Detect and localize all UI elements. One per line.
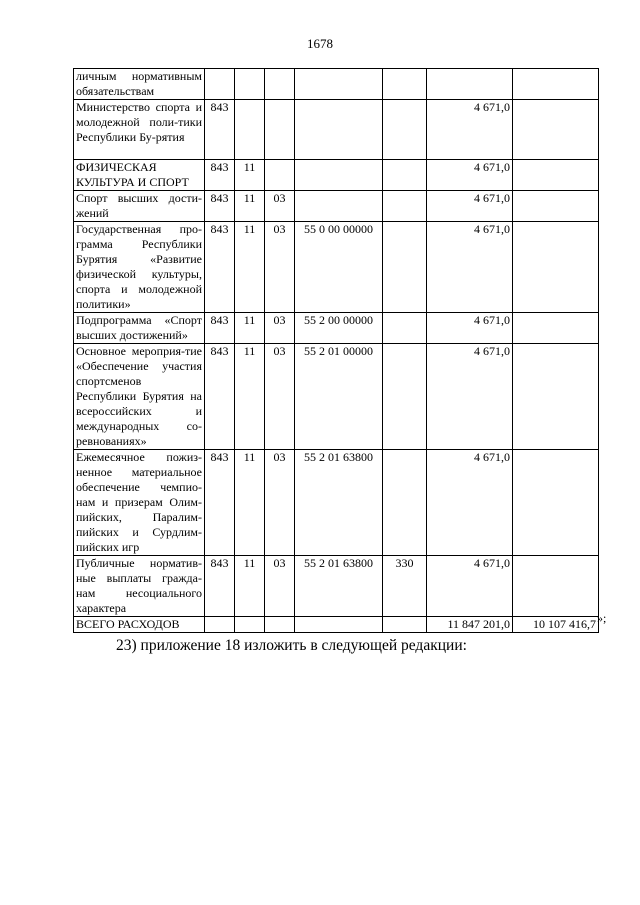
cell-name: личным нормативным обязательствам <box>74 69 205 100</box>
cell-rz: 11 <box>235 313 265 344</box>
cell-csr: 55 2 01 00000 <box>295 344 383 450</box>
cell-ved: 843 <box>205 556 235 617</box>
table-row <box>74 160 599 191</box>
cell-vr <box>383 617 427 633</box>
cell-csr <box>295 617 383 633</box>
cell-sum-2 <box>513 191 599 222</box>
table-row <box>74 313 599 344</box>
cell-csr <box>295 191 383 222</box>
cell-sum-1: 4 671,0 <box>427 450 513 556</box>
cell-rz <box>235 69 265 100</box>
cell-sum-2 <box>513 69 599 100</box>
closing-quote-suffix: »; <box>597 611 607 625</box>
cell-vr <box>383 100 427 160</box>
cell-sum-2 <box>513 100 599 160</box>
cell-name: Публичные норматив-ные выплаты гражда-нам несоциального характера <box>74 556 205 617</box>
cell-pr <box>265 617 295 633</box>
table-row <box>74 69 599 100</box>
cell-rz: 11 <box>235 191 265 222</box>
cell-pr <box>265 160 295 191</box>
cell-pr: 03 <box>265 450 295 556</box>
cell-sum-1: 4 671,0 <box>427 222 513 313</box>
cell-pr: 03 <box>265 344 295 450</box>
cell-sum-1: 4 671,0 <box>427 313 513 344</box>
cell-csr: 55 2 01 63800 <box>295 556 383 617</box>
cell-rz: 11 <box>235 344 265 450</box>
cell-pr: 03 <box>265 191 295 222</box>
cell-ved <box>205 69 235 100</box>
cell-ved <box>205 617 235 633</box>
cell-sum-1: 4 671,0 <box>427 100 513 160</box>
cell-rz <box>235 100 265 160</box>
table-row <box>74 617 599 633</box>
cell-sum-1: 11 847 201,0 <box>427 617 513 633</box>
cell-ved: 843 <box>205 191 235 222</box>
cell-sum-1: 4 671,0 <box>427 344 513 450</box>
cell-ved: 843 <box>205 100 235 160</box>
cell-sum-2 <box>513 313 599 344</box>
cell-sum-2 <box>513 222 599 313</box>
cell-vr <box>383 69 427 100</box>
cell-vr <box>383 313 427 344</box>
cell-name: Основное мероприя-тие «Обеспечение участия спортсменов Республики Бурятия на всероссийских и международных со-ревнованиях» <box>74 344 205 450</box>
table-row <box>74 100 599 160</box>
cell-ved: 843 <box>205 344 235 450</box>
table-row <box>74 556 599 617</box>
cell-name: Подпрограмма «Спорт высших достижений» <box>74 313 205 344</box>
cell-sum-2 <box>513 160 599 191</box>
cell-csr <box>295 160 383 191</box>
cell-csr: 55 2 01 63800 <box>295 450 383 556</box>
cell-vr <box>383 160 427 191</box>
cell-name: Государственная про-грамма Республики Бурятия «Развитие физической культуры, спорта и молодежной политики» <box>74 222 205 313</box>
cell-sum-1: 4 671,0 <box>427 160 513 191</box>
cell-rz: 11 <box>235 222 265 313</box>
table-row <box>74 191 599 222</box>
cell-rz: 11 <box>235 556 265 617</box>
cell-sum-2: 10 107 416,7 <box>513 617 599 633</box>
cell-pr <box>265 100 295 160</box>
cell-ved: 843 <box>205 222 235 313</box>
cell-ved: 843 <box>205 450 235 556</box>
cell-sum-1 <box>427 69 513 100</box>
table-row <box>74 450 599 556</box>
cell-sum-1: 4 671,0 <box>427 191 513 222</box>
page-number: 1678 <box>307 36 333 51</box>
cell-name: Министерство спорта и молодежной поли-тики Республики Бу-рятия <box>74 100 205 160</box>
cell-ved: 843 <box>205 160 235 191</box>
cell-name: Спорт высших дости-жений <box>74 191 205 222</box>
cell-name: ФИЗИЧЕСКАЯ КУЛЬТУРА И СПОРТ <box>74 160 205 191</box>
table-row <box>74 222 599 313</box>
cell-sum-1: 4 671,0 <box>427 556 513 617</box>
cell-vr <box>383 344 427 450</box>
cell-ved: 843 <box>205 313 235 344</box>
cell-rz: 11 <box>235 450 265 556</box>
cell-csr <box>295 100 383 160</box>
cell-sum-2 <box>513 556 599 617</box>
cell-pr: 03 <box>265 222 295 313</box>
cell-vr <box>383 450 427 556</box>
table-row <box>74 344 599 450</box>
cell-pr: 03 <box>265 313 295 344</box>
cell-sum-2 <box>513 450 599 556</box>
cell-vr <box>383 191 427 222</box>
cell-rz <box>235 617 265 633</box>
cell-csr <box>295 69 383 100</box>
cell-name: ВСЕГО РАСХОДОВ <box>74 617 205 633</box>
cell-vr <box>383 222 427 313</box>
cell-name: Ежемесячное пожиз-ненное материальное обеспечение чемпио-нам и призерам Олим-пийских, Паралим-пийских и Сурдлим-пийских игр <box>74 450 205 556</box>
cell-csr: 55 2 00 00000 <box>295 313 383 344</box>
cell-csr: 55 0 00 00000 <box>295 222 383 313</box>
cell-sum-2 <box>513 344 599 450</box>
cell-vr: 330 <box>383 556 427 617</box>
budget-table <box>73 68 599 633</box>
cell-rz: 11 <box>235 160 265 191</box>
cell-pr <box>265 69 295 100</box>
cell-pr: 03 <box>265 556 295 617</box>
instruction-paragraph: 23) приложение 18 изложить в следующей редакции: <box>116 637 467 654</box>
